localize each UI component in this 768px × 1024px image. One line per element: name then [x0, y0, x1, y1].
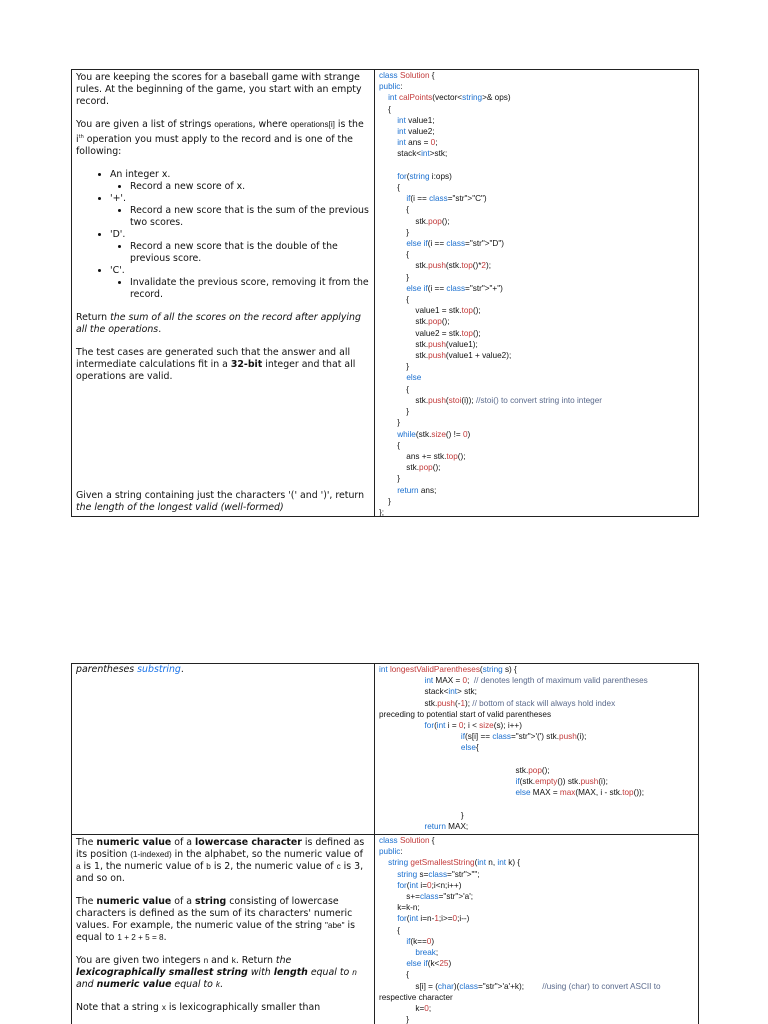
- sub-list-item: • Record a new score that is the sum of the previous two scores.: [130, 205, 370, 229]
- code-line: value1 = stk.top();: [379, 306, 481, 316]
- code-line: }: [379, 496, 391, 506]
- code-line: stk.push(value1 + value2);: [379, 351, 512, 361]
- code-line: class Solution {: [379, 836, 435, 845]
- paragraph: Return the sum of all the scores on the record after applying all the operations.: [76, 312, 361, 336]
- code-line: int value1;: [397, 115, 435, 125]
- code-line: stk.push(stk.top()*2);: [379, 261, 491, 271]
- code-line: k=0;: [379, 1004, 432, 1014]
- code-line: stk.pop();: [379, 317, 450, 327]
- problem-description-cell: parentheses substring.: [76, 664, 184, 675]
- code-line: [379, 160, 694, 171]
- code-line: };: [379, 507, 385, 516]
- code-line: }: [379, 1015, 410, 1024]
- list-item: • '+'. • Record a new score that is the sum of the previous two scores.: [110, 193, 370, 229]
- code-line: for(string i:ops): [397, 171, 452, 181]
- problem-description-cell: [72, 834, 374, 1024]
- code-line: break;: [415, 948, 439, 958]
- code-line: int longestValidParentheses(string s) {: [379, 665, 517, 674]
- sub-list-item: • Record a new score that is the double of the previous score.: [130, 241, 370, 265]
- code-line: {: [379, 295, 410, 305]
- code-line: stk.push(stoi(i)); //stoi() to convert string into integer: [379, 395, 603, 405]
- code-line: int calPoints(vector<string>& ops): [388, 93, 511, 103]
- code-line: if(stk.empty()) stk.push(i);: [515, 777, 608, 787]
- solution-table-1: [71, 69, 699, 517]
- code-line: if(i == class="str">"C"): [406, 194, 487, 204]
- paragraph: You are keeping the scores for a baseball game with strange rules. At the beginning of the game, you start with an empty record.: [76, 72, 362, 107]
- list-item: • 'D'. • Record a new score that is the double of the previous score.: [110, 229, 370, 265]
- code-line: public:: [379, 82, 403, 92]
- paragraph: You are given a list of strings operations, where operations[i] is the $i^{th}$ operation you must apply to the record and is one of the following:: [76, 119, 364, 158]
- code-line: stk.push(value1);: [379, 339, 478, 349]
- code-line: stk.pop();: [379, 463, 441, 473]
- code-line: if(s[i] == class="str">'(') stk.push(i);: [460, 732, 587, 742]
- code-line: else: [406, 373, 422, 383]
- code-cell: [374, 70, 698, 516]
- code-line: string getSmallestString(int n, int k) {: [388, 858, 521, 868]
- code-line: }: [379, 418, 400, 428]
- paragraph: The numeric value of a string consisting of lowercase characters is defined as the sum of its characters' numeric values. For example, the numeric value of the string "abe" is equal to 1 + 2 + 5 = 8.: [76, 896, 355, 943]
- code-line: stk.pop();: [379, 765, 550, 775]
- paragraph: Given a string containing just the characters '(' and ')', return the length of the longest valid (well-formed): [76, 490, 365, 513]
- code-line: {: [379, 183, 400, 193]
- code-line: int ans = 0;: [397, 138, 438, 148]
- code-line: }: [379, 362, 410, 372]
- code-line: stk.push(-1); // bottom of stack will always hold index: [379, 698, 616, 708]
- code-line: int value2;: [397, 127, 435, 137]
- code-line: stk.pop();: [379, 216, 450, 226]
- code-line: else MAX = max(MAX, i - stk.top());: [515, 788, 645, 798]
- code-line: s+=class="str">'a';: [379, 892, 474, 902]
- code-line: return ans;: [397, 485, 437, 495]
- code-cell: [374, 664, 698, 834]
- code-line: {: [379, 925, 400, 935]
- code-line: s[i] = (char)(class="str">'a'+k); //using (char) to convert ASCII to: [379, 981, 661, 991]
- substring-link[interactable]: substring: [137, 664, 181, 675]
- code-line: k=k-n;: [379, 903, 420, 913]
- code-line: preceding to potential start of valid parentheses: [379, 709, 552, 719]
- list-item: • An integer x. • Record a new score of x.: [110, 169, 370, 193]
- code-line: stack<int>stk;: [379, 149, 448, 159]
- code-line: {: [379, 104, 391, 114]
- code-line: }: [379, 272, 410, 282]
- code-line: }: [379, 227, 410, 237]
- code-line: respective character: [379, 992, 453, 1002]
- paragraph: You are given two integers n and k. Return the lexicographically smallest string with length equal to n and numeric value equal to k.: [76, 955, 357, 990]
- paragraph: The test cases are generated such that the answer and all intermediate calculations fit in a 32-bit integer and that all operations are valid.: [76, 347, 356, 383]
- problem-description-cell: [72, 70, 374, 516]
- code-line: else{: [460, 743, 479, 753]
- paragraph: Note that a string x is lexicographically smaller than: [76, 1002, 321, 1013]
- code-line: {: [379, 440, 400, 450]
- paragraph: The numeric value of a lowercase character is defined as its position (1-indexed) in the alphabet, so the numeric value of a is 1, the numeric value of b is 2, the numeric value of c is 3, and so on.: [76, 837, 365, 884]
- code-line: int MAX = 0; // denotes length of maximum valid parentheses: [424, 676, 648, 686]
- code-line: }: [379, 810, 464, 820]
- code-line: {: [379, 970, 410, 980]
- code-cell: [374, 834, 698, 1024]
- code-line: string s=class="str">"";: [397, 869, 480, 879]
- code-line: public:: [379, 847, 403, 857]
- code-line: [379, 754, 694, 765]
- solution-table-2: [71, 663, 699, 1024]
- code-line: else if(i == class="str">"D"): [406, 239, 504, 249]
- code-line: for(int i=0;i<n;i++): [397, 880, 462, 890]
- sub-list-item: • Invalidate the previous score, removing it from the record.: [130, 277, 370, 301]
- code-line: }: [379, 474, 400, 484]
- code-line: {: [379, 205, 410, 215]
- operation-list: [76, 169, 370, 301]
- code-line: [379, 798, 694, 809]
- code-line: {: [379, 384, 410, 394]
- code-line: else if(i == class="str">"+"): [406, 283, 503, 293]
- code-line: return MAX;: [424, 821, 469, 831]
- code-line: for(int i=n-1;i>=0;i--): [397, 914, 470, 924]
- code-line: for(int i = 0; i < size(s); i++): [424, 721, 522, 731]
- code-line: }: [379, 407, 410, 417]
- code-line: class Solution {: [379, 71, 435, 80]
- code-line: value2 = stk.top();: [379, 328, 481, 338]
- code-line: else if(k<25): [406, 959, 452, 969]
- list-item: • 'C'. • Invalidate the previous score, removing it from the record.: [110, 265, 370, 301]
- code-line: {: [379, 250, 410, 260]
- code-line: while(stk.size() != 0): [397, 429, 471, 439]
- code-line: stack<int> stk;: [379, 687, 477, 697]
- code-line: if(k==0): [406, 936, 435, 946]
- code-line: ans += stk.top();: [379, 451, 466, 461]
- sub-list-item: • Record a new score of x.: [130, 181, 370, 193]
